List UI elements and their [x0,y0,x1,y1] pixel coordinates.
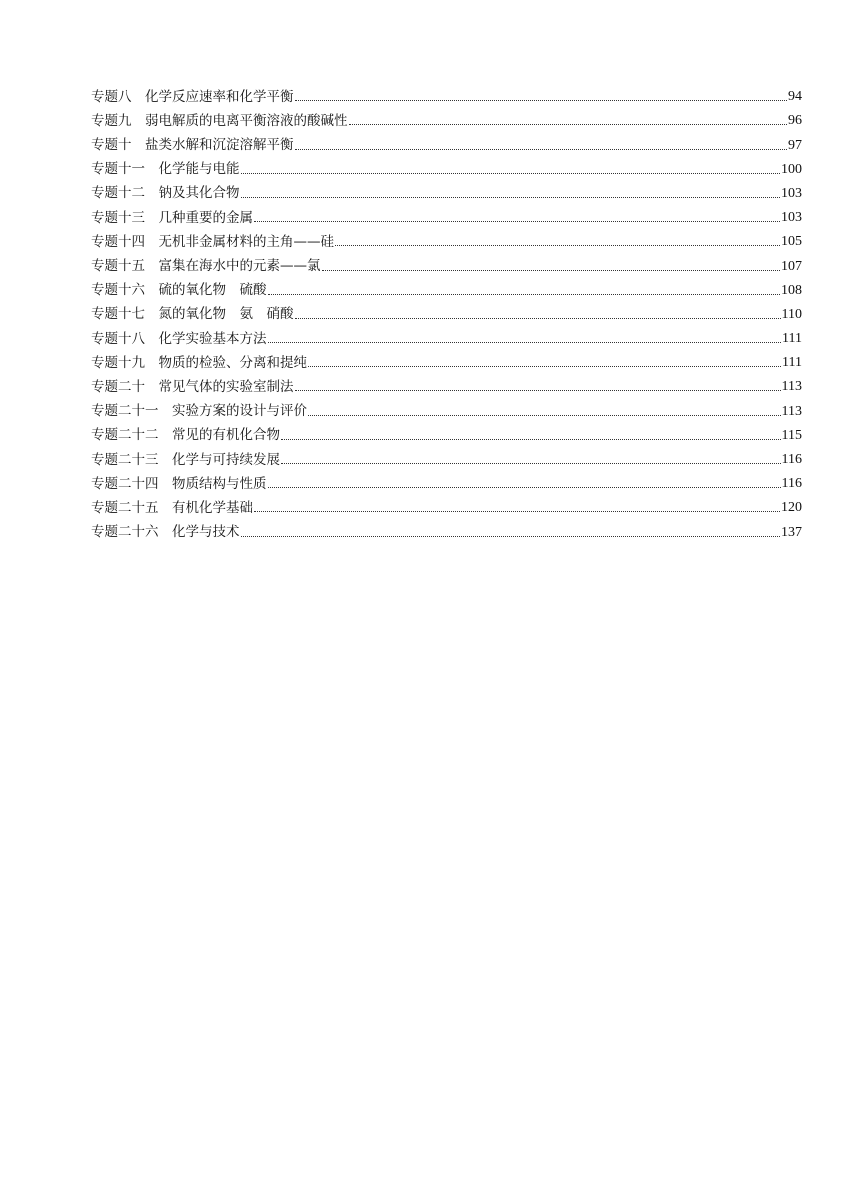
toc-leader-dots [241,197,781,198]
toc-entry-label: 专题十五 [91,258,159,274]
toc-entry-page: 113 [781,379,802,395]
toc-entry[interactable] [91,346,802,370]
toc-entry-label: 专题二十六 [91,524,172,541]
toc-leader-dots [268,294,781,295]
toc-entry-title: 盐类水解和沉淀溶解平衡 [145,137,294,154]
toc-entry-title: 有机化学基础 [172,499,253,516]
toc-entry-label: 专题二十二 [91,427,172,444]
table-of-contents [91,80,802,540]
toc-leader-dots [295,318,781,319]
toc-entry-page: 103 [781,185,802,201]
toc-entry-page: 120 [781,500,802,516]
toc-entry-label: 专题二十三 [91,451,172,468]
toc-leader-dots [281,439,781,440]
toc-entry[interactable] [91,249,802,273]
toc-entry-page: 110 [781,306,802,322]
toc-entry-title: 化学反应速率和化学平衡 [145,88,294,105]
toc-entry-title: 物质的检验、分离和提纯 [158,354,307,371]
toc-entry-title: 硫的氧化物 硫酸 [158,282,267,299]
toc-entry[interactable] [91,274,802,298]
toc-leader-dots [308,366,781,367]
toc-entry[interactable] [91,104,802,128]
toc-entry-title: 常见气体的实验室制法 [158,378,294,395]
toc-entry-title: 物质结构与性质 [172,475,267,492]
toc-entry-page: 96 [788,113,802,129]
toc-entry-label: 专题二十 [91,378,159,395]
toc-leader-dots [241,173,781,174]
toc-entry-page: 103 [781,210,802,226]
toc-entry-label: 专题十二 [91,185,159,202]
toc-entry-page: 116 [781,476,802,492]
toc-entry[interactable] [91,467,802,491]
toc-leader-dots [268,342,782,343]
toc-entry[interactable] [91,515,802,539]
toc-entry-title: 化学与技术 [172,524,240,541]
toc-entry-page: 105 [781,234,802,250]
toc-entry-page: 113 [781,403,802,419]
toc-entry-page: 111 [782,331,802,347]
toc-leader-dots [295,390,781,391]
toc-entry-label: 专题十 [91,137,145,154]
toc-entry[interactable] [91,128,802,152]
toc-entry-page: 97 [788,137,802,153]
toc-entry[interactable] [91,80,802,104]
toc-entry-page: 111 [782,355,802,371]
toc-entry-label: 专题十一 [91,161,159,178]
toc-entry[interactable] [91,491,802,515]
toc-entry[interactable] [91,322,802,346]
toc-entry-title: 几种重要的金属 [158,209,253,226]
toc-entry-page: 108 [781,282,802,298]
toc-entry-label: 专题十八 [91,330,159,347]
toc-entry-label: 专题八 [91,88,145,105]
toc-leader-dots [295,149,788,150]
toc-entry-label: 专题九 [91,112,145,129]
toc-leader-dots [335,245,780,246]
toc-entry-title: 弱电解质的电离平衡溶液的酸碱性 [145,112,348,129]
toc-entry[interactable] [91,443,802,467]
toc-entry-label: 专题二十四 [91,475,172,492]
toc-entry[interactable] [91,153,802,177]
toc-entry-label: 专题十四 [91,233,159,250]
toc-entry-title: 化学与可持续发展 [172,451,280,468]
toc-entry-label: 专题十七 [91,306,159,323]
toc-leader-dots [349,124,788,125]
toc-entry[interactable] [91,298,802,322]
toc-entry[interactable] [91,370,802,394]
toc-entry-label: 专题十九 [91,354,159,371]
toc-entry-page: 116 [781,452,802,467]
toc-entry-title: 氮的氧化物 氨 硝酸 [158,306,294,323]
toc-entry-title: 常见的有机化合物 [172,427,280,444]
toc-entry-title: 化学能与电能 [158,161,240,178]
toc-entry[interactable] [91,394,802,418]
toc-leader-dots [254,221,780,222]
toc-entry-page: 100 [781,161,802,177]
toc-entry-page: 107 [781,258,802,274]
toc-leader-dots [308,415,781,416]
toc-leader-dots [254,511,780,512]
toc-entry[interactable] [91,201,802,225]
toc-entry-title: 实验方案的设计与评价 [172,403,307,420]
toc-entry-page: 115 [781,427,802,443]
toc-leader-dots [241,536,781,537]
toc-entry-page: 137 [781,524,802,540]
toc-leader-dots [295,100,788,101]
toc-leader-dots [268,487,781,488]
toc-leader-dots [281,463,781,464]
toc-entry[interactable] [91,225,802,249]
toc-entry-title: 无机非金属材料的主角——硅 [158,233,334,250]
toc-entry[interactable] [91,419,802,443]
toc-entry[interactable] [91,177,802,201]
toc-entry-label: 专题二十一 [91,403,172,420]
toc-entry-title: 富集在海水中的元素——氯 [158,258,321,274]
toc-entry-label: 专题十三 [91,209,159,226]
toc-leader-dots [322,270,781,271]
toc-entry-title: 钠及其化合物 [158,185,240,202]
toc-entry-label: 专题十六 [91,282,159,299]
toc-entry-page: 94 [788,89,802,105]
toc-entry-label: 专题二十五 [91,499,172,516]
toc-entry-title: 化学实验基本方法 [158,330,267,347]
